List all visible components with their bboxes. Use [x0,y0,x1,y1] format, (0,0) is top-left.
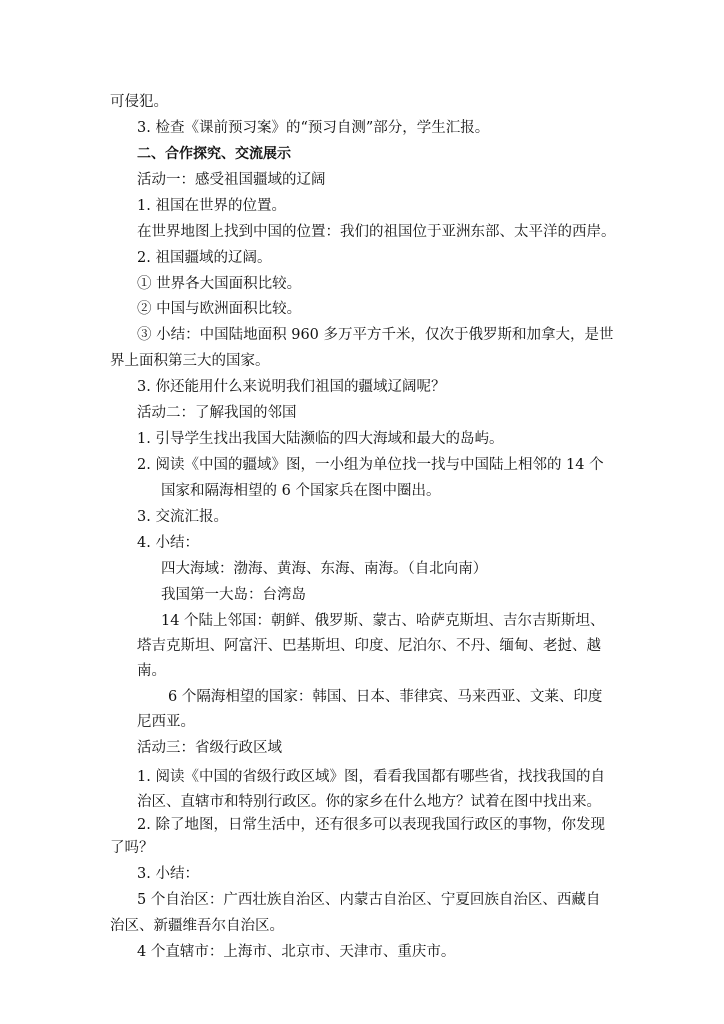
summary-line: 14 个陆上邻国：朝鲜、俄罗斯、蒙古、哈萨克斯坦、吉尔吉斯斯坦、 [161,613,605,629]
paragraph-line: ② 中国与欧洲面积比较。 [137,301,302,317]
paragraph-line: 治区、新疆维吾尔自治区。 [110,918,284,934]
paragraph-line: 治区、直辖市和特别行政区。你的家乡在什么地方？试着在图中找出来。 [137,794,601,810]
paragraph-line: 1. 阅读《中国的省级行政区域》图，看看我国都有哪些省，找找我国的自 [137,769,605,785]
activity-heading: 活动一：感受祖国疆域的辽阔 [137,172,326,188]
paragraph-line: 了吗？ [110,840,154,856]
paragraph-line: 3. 你还能用什么来说明我们祖国的疆域辽阔呢？ [137,379,446,395]
paragraph-line: 2. 除了地图，日常生活中，还有很多可以表现我国行政区的事物，你发现 [137,817,605,833]
paragraph-line: 界上面积第三大的国家。 [110,353,270,369]
paragraph-line: 4 个直辖市：上海市、北京市、天津市、重庆市。 [137,944,456,960]
summary-line: 四大海域：渤海、黄海、东海、南海。（自北向南） [161,561,488,577]
paragraph-line: 可侵犯。 [110,94,168,110]
paragraph-line: 5 个自治区：广西壮族自治区、内蒙古自治区、宁夏回族自治区、西藏自 [137,892,601,908]
paragraph-line: 1. 祖国在世界的位置。 [137,198,286,214]
paragraph-line: 2. 祖国疆域的辽阔。 [137,250,272,266]
paragraph-line: 3. 检查《课前预习案》的“预习自测”部分，学生汇报。 [137,120,490,136]
activity-heading: 活动三：省级行政区域 [137,740,282,756]
paragraph-line: ③ 小结：中国陆地面积 960 多万平方千米，仅次于俄罗斯和加拿大，是世 [137,327,614,343]
paragraph-line: 3. 小结： [137,866,199,882]
summary-line: 6 个隔海相望的国家：韩国、日本、菲律宾、马来西亚、文莱、印度 [168,689,603,705]
summary-line: 我国第一大岛：台湾岛 [161,587,306,603]
paragraph-line: ① 世界各大国面积比较。 [137,276,302,292]
list-item: 3. 交流汇报。 [137,509,228,525]
summary-line: 南。 [137,663,166,679]
list-item: 1. 引导学生找出我国大陆濒临的四大海域和最大的岛屿。 [137,431,504,447]
list-item: 2. 阅读《中国的疆域》图，一小组为单位找一找与中国陆上相邻的 14 个 [137,457,604,473]
paragraph-line: 在世界地图上找到中国的位置：我们的祖国位于亚洲东部、太平洋的西岸。 [137,224,616,240]
activity-heading: 活动二：了解我国的邻国 [137,405,297,421]
list-item-continuation: 国家和隔海相望的 6 个国家兵在图中圈出。 [161,483,441,499]
summary-line: 塔吉克斯坦、阿富汗、巴基斯坦、印度、尼泊尔、不丹、缅甸、老挝、越 [137,638,601,654]
section-heading: 二、合作探究、交流展示 [137,146,291,162]
list-item: 4. 小结： [137,535,199,551]
summary-line: 尼西亚。 [137,714,195,730]
